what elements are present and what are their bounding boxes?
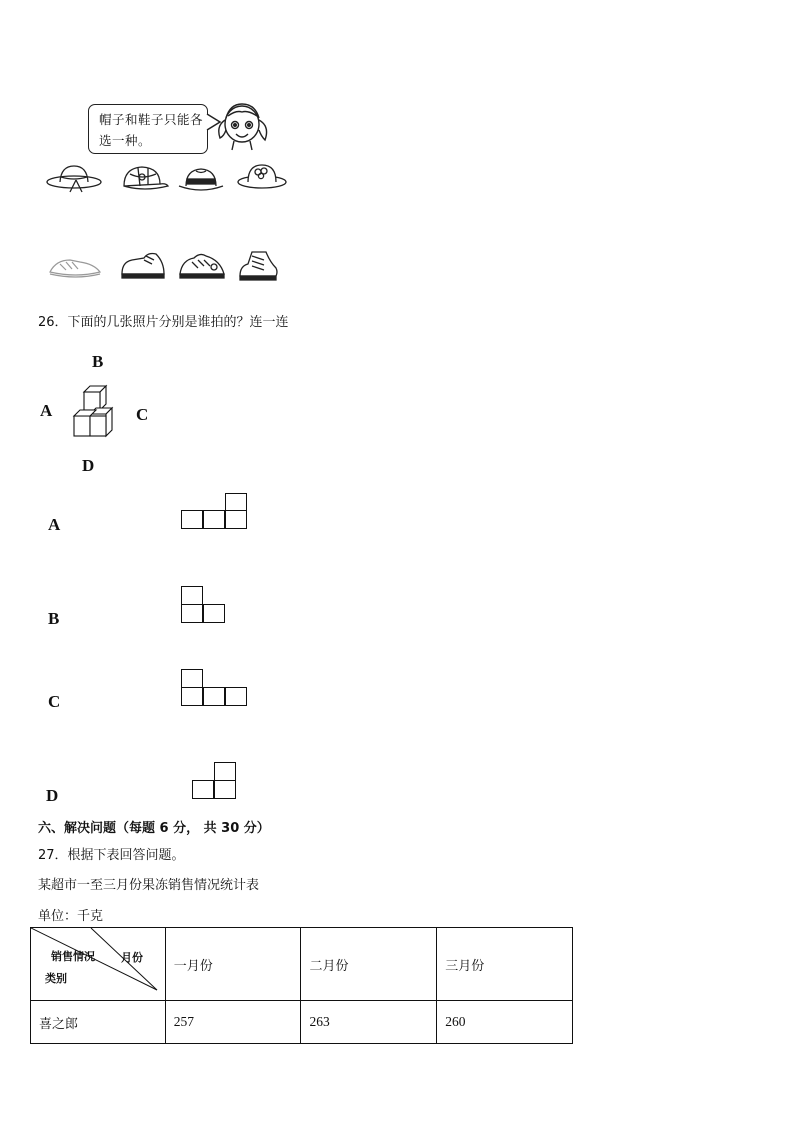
flower-hat-icon [236, 160, 288, 192]
question-26-prompt: 26．下面的几张照片分别是谁拍的？连一连 [38, 315, 289, 330]
column-header: 三月份 [437, 928, 573, 1001]
sport-shoe-icon [176, 248, 228, 282]
leather-shoe-icon [118, 248, 168, 282]
view-cell [214, 762, 236, 781]
view-cell [203, 604, 225, 623]
sales-table [30, 927, 573, 1044]
question-27-prompt: 27．根据下表回答问题。 [38, 848, 185, 863]
view-cell [203, 510, 225, 529]
girl-face-icon [212, 98, 274, 158]
view-cell [181, 669, 203, 688]
view-cell [225, 510, 247, 529]
view-cell [214, 780, 236, 799]
table-title: 某超市一至三月份果冻销售情况统计表 [38, 878, 260, 893]
sneaker-icon [46, 252, 104, 282]
view-cell [225, 687, 247, 706]
view-cell [225, 493, 247, 511]
view-d-figure [192, 762, 240, 800]
view-cell [192, 780, 214, 799]
diagonal-lines [31, 928, 166, 1000]
view-cell [181, 604, 203, 623]
view-cell [181, 510, 203, 529]
speech-bubble-text: 帽子和鞋子只能各选一种。 [99, 112, 204, 148]
sun-hat-icon [44, 160, 104, 196]
column-header: 二月份 [301, 928, 437, 1001]
table-header-row [31, 928, 573, 1001]
section-6-heading: 六、解决问题（每题 6 分， 共 30 分） [38, 821, 270, 836]
row-name-cell: 喜之郎 [31, 1001, 166, 1044]
table-cell: 257 [165, 1001, 301, 1044]
hiking-boot-icon [236, 248, 280, 284]
view-label-d: D [46, 786, 59, 805]
cap-icon [118, 162, 170, 196]
position-label-left: A [40, 401, 53, 420]
view-label-b: B [48, 609, 60, 628]
table-cell: 263 [301, 1001, 437, 1044]
diag-label-sales: 销售情况 [51, 950, 95, 963]
position-label-bottom: D [82, 456, 95, 475]
view-cell [181, 586, 203, 605]
view-b-figure [181, 586, 229, 624]
cube-stack-figure [70, 382, 122, 442]
view-label-c: C [48, 692, 61, 711]
view-cell [203, 687, 225, 706]
column-header: 一月份 [165, 928, 301, 1001]
table-row [31, 1001, 573, 1044]
view-c-figure [181, 669, 251, 707]
diagonal-header-cell [31, 928, 166, 1001]
table-unit: 单位：千克 [38, 909, 104, 924]
diag-label-category: 类别 [45, 972, 67, 985]
view-a-figure [181, 493, 251, 531]
table-cell: 260 [437, 1001, 573, 1044]
position-label-right: C [136, 405, 149, 424]
position-label-top: B [92, 352, 104, 371]
view-cell [181, 687, 203, 706]
fedora-icon [176, 164, 226, 194]
diag-label-month: 月份 [121, 951, 143, 964]
view-label-a: A [48, 515, 61, 534]
